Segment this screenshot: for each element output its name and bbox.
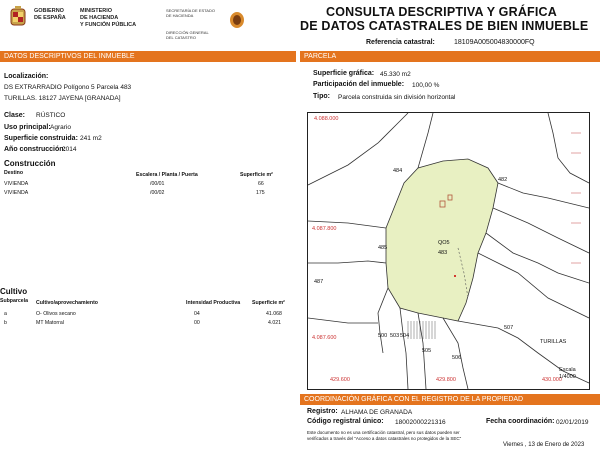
cultivo-heading: Cultivo — [0, 287, 28, 296]
localizacion-label: Localización: — [4, 73, 49, 80]
clase-value: RÚSTICO — [36, 112, 66, 119]
table-row: /00/02 — [150, 190, 165, 196]
parcel-label: 483 — [438, 250, 448, 256]
construccion-header-destino: Destino — [4, 170, 24, 176]
superficie-label: Superficie construida: — [4, 135, 78, 142]
parcel-label: 503 — [390, 333, 400, 339]
localizacion-line2: TURILLAS. 18127 JAYENA [GRANADA] — [4, 95, 121, 102]
table-row: /00/01 — [150, 181, 165, 187]
parcel-label: 500 — [378, 333, 388, 339]
uso-value: Agrario — [50, 124, 71, 131]
anio-value: 2014 — [62, 146, 77, 153]
construccion-header-planta: Escalera / Planta / Puerta — [136, 172, 198, 178]
table-row: VIVIENDA — [4, 181, 29, 187]
anio-label: Año construcción: — [4, 146, 66, 153]
ref-label: Referencia catastral: — [366, 39, 435, 46]
coat-of-arms-icon — [8, 6, 28, 30]
ref-value: 18109A005004830000FQ — [454, 39, 535, 46]
coord-x2: 429.800 — [436, 377, 456, 383]
table-row: MT Matorral — [36, 320, 64, 326]
notice-text: Este documento no es una certificación catastral, pero sus datos pueden ser verificados a través del "Acceso a datos catastrales no protegidos de la SEC" — [307, 430, 462, 441]
coord-x3: 430.000 — [542, 377, 562, 383]
page-title-line1: CONSULTA DESCRIPTIVA Y GRÁFICA — [326, 5, 558, 19]
registro-label: Registro: — [307, 408, 338, 415]
cultivo-header-cultivo: Cultivo/aprovechamiento — [36, 300, 98, 306]
fecha-label: Fecha coordinación: — [486, 418, 555, 425]
parcel-label: 482 — [498, 177, 508, 183]
table-row: VIVIENDA — [4, 190, 29, 196]
section-bar-coordinacion: COORDINACIÓN GRÁFICA CON EL REGISTRO DE LA PROPIEDAD — [300, 394, 600, 405]
subparcel-label: QO5 — [438, 240, 450, 246]
coord-top-left: 4.088.000 — [314, 116, 339, 122]
codigo-label: Código registral único: — [307, 418, 384, 425]
cultivo-header-intensidad: Intensidad Productiva — [186, 300, 241, 306]
parcel-label: 507 — [504, 325, 514, 331]
gov-name: GOBIERNO DE ESPAÑA — [34, 8, 66, 21]
direccion-name: DIRECCIÓN GENERAL DEL CATASTRO — [166, 30, 209, 40]
fecha-value: 02/01/2019 — [556, 419, 589, 426]
participacion-value: 100,00 % — [412, 82, 440, 89]
marker-dot — [454, 275, 456, 277]
parcel-label: 485 — [378, 245, 388, 251]
tipo-label: Tipo: — [313, 93, 330, 100]
section-bar-descriptivos: DATOS DESCRIPTIVOS DEL INMUEBLE — [0, 51, 296, 62]
participacion-label: Participación del inmueble: — [313, 81, 405, 88]
uso-label: Uso principal: — [4, 124, 51, 131]
date-line: Viernes , 13 de Enero de 2023 — [503, 442, 585, 448]
table-row: O- Olivos secano — [36, 311, 76, 317]
table-row: 00 — [194, 320, 200, 326]
coord-x1: 429.600 — [330, 377, 350, 383]
localizacion-line1: DS EXTRARRADIO Polígono 5 Parcela 483 — [4, 84, 132, 91]
table-row: 41.068 — [266, 311, 282, 317]
table-row: a — [4, 311, 7, 317]
coord-bottom-left: 4.087.600 — [312, 335, 337, 341]
tipo-value: Parcela construida sin división horizontal — [338, 94, 456, 101]
cultivo-header-sup: Superficie m² — [252, 300, 285, 306]
sup-grafica-label: Superficie gráfica: — [313, 70, 375, 77]
secretaria-name: SECRETARÍA DE ESTADO DE HACIENDA — [166, 8, 215, 18]
table-row: 4.021 — [268, 320, 281, 326]
table-row: 66 — [258, 181, 264, 187]
map-canvas — [308, 113, 589, 389]
scale-box — [559, 367, 576, 381]
coord-mid-left: 4.087.800 — [312, 226, 337, 232]
scale-label: Escala — [559, 367, 576, 373]
sup-grafica-value: 45.330 m2 — [380, 71, 411, 78]
cadastral-map — [307, 112, 590, 390]
cultivo-header-sub: Subparcela — [0, 298, 28, 304]
catastro-logo-icon — [228, 8, 246, 30]
construccion-heading: Construcción — [4, 159, 56, 168]
scale-value: 1/4000 — [559, 374, 576, 380]
parcel-label: 484 — [393, 168, 403, 174]
page-title-line2: DE DATOS CATASTRALES DE BIEN INMUEBLE — [300, 19, 589, 33]
table-row: b — [4, 320, 7, 326]
place-label: TURILLAS — [540, 339, 567, 345]
registro-value: ALHAMA DE GRANADA — [341, 409, 413, 416]
section-bar-parcela: PARCELA — [300, 51, 600, 62]
superficie-value: 241 m2 — [80, 135, 102, 142]
parcel-label: 505 — [422, 348, 432, 354]
clase-label: Clase: — [4, 112, 26, 119]
table-row: 04 — [194, 311, 200, 317]
parcel-label: 506 — [452, 355, 462, 361]
codigo-value: 18002000221316 — [395, 419, 446, 426]
parcel-label: 504 — [400, 333, 410, 339]
parcel-label: 487 — [314, 279, 324, 285]
ministry-name: MINISTERIO DE HACIENDA Y FUNCIÓN PÚBLICA — [80, 8, 137, 28]
table-row: 175 — [256, 190, 265, 196]
construccion-header-sup: Superficie m² — [240, 172, 273, 178]
